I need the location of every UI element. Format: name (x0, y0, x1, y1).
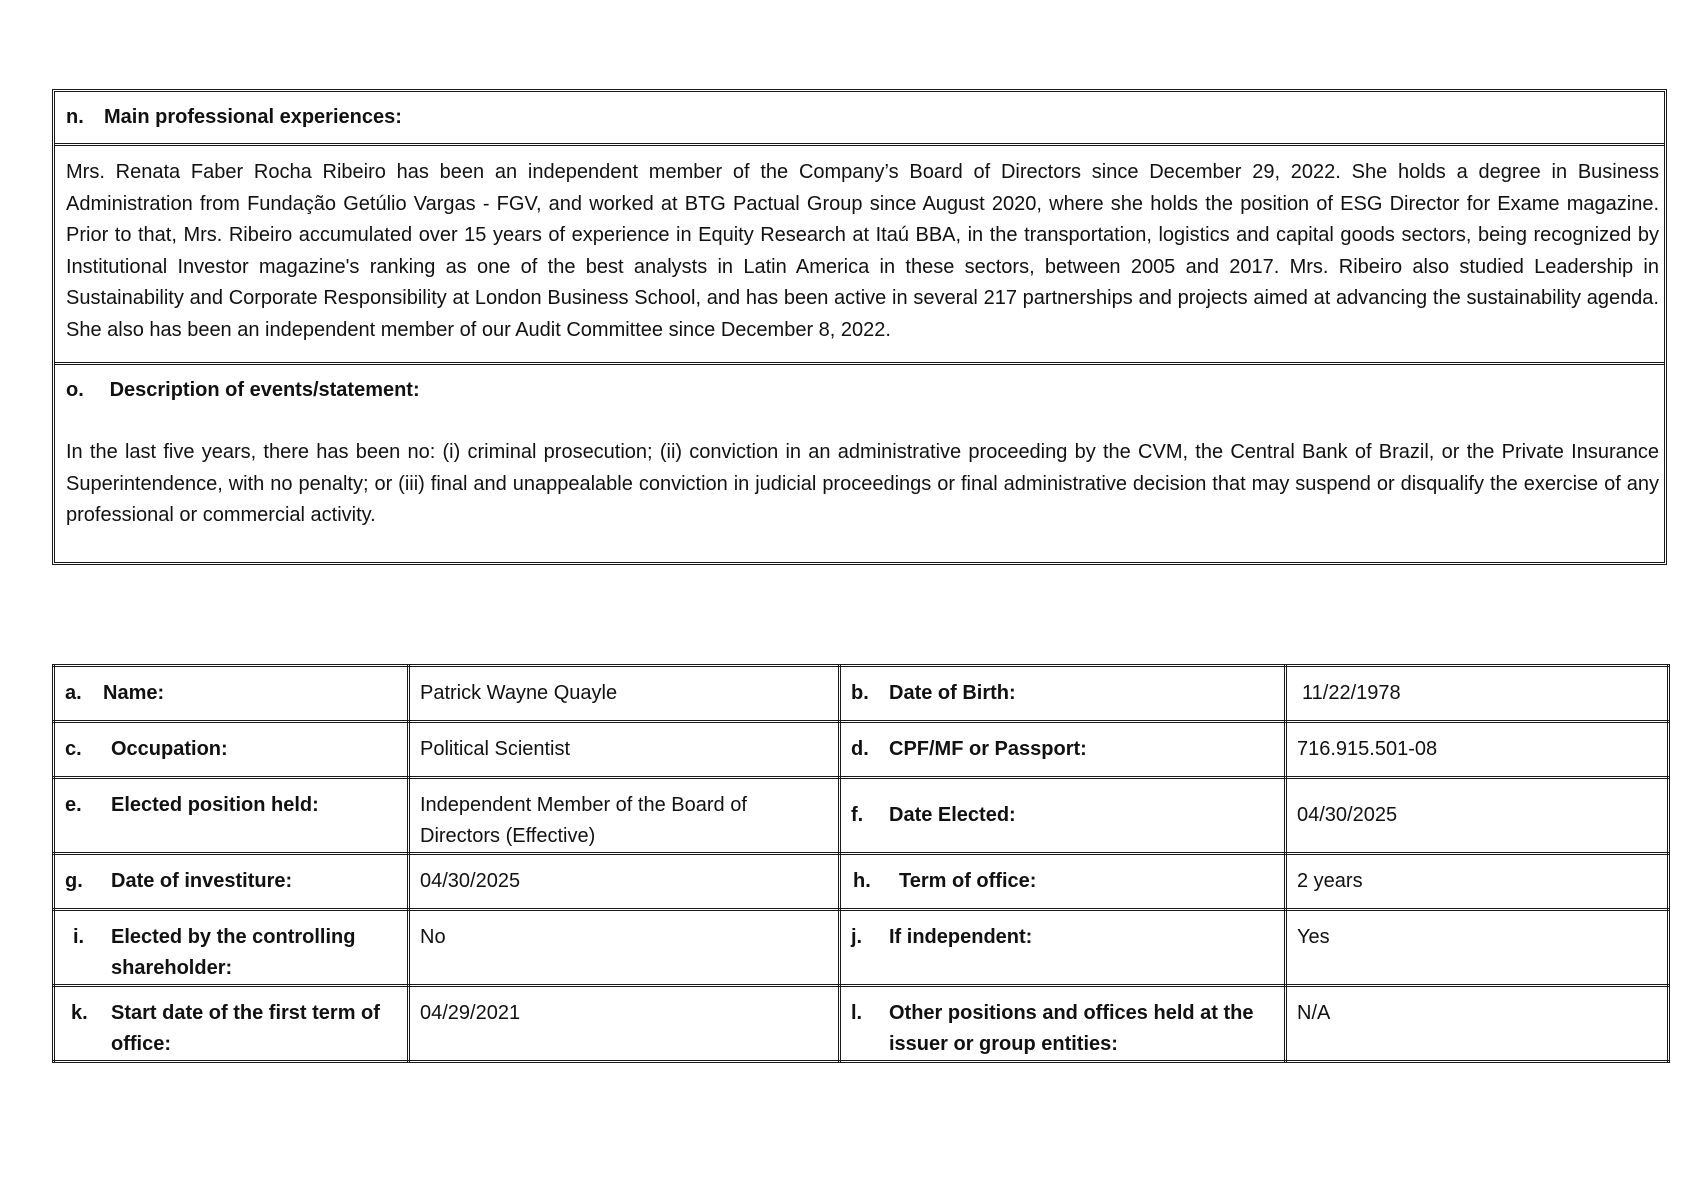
independent-label: If independent: (889, 926, 1033, 948)
row-letter: i. (73, 926, 85, 948)
section-o-label: Description of events/statement: (109, 379, 420, 401)
section-o-header (66, 379, 1659, 411)
row-letter: g. (65, 870, 83, 892)
first-term-label-cell (54, 986, 409, 1062)
row-letter: e. (65, 794, 82, 816)
table-row (54, 910, 1669, 986)
name-label: Name: (103, 682, 165, 704)
table-row (54, 722, 1669, 778)
other-positions-label-cell (840, 986, 1286, 1062)
dob-label-cell (840, 666, 1286, 722)
row-letter: j. (851, 926, 863, 948)
controlling-value: No (409, 910, 840, 986)
section-o (55, 365, 1664, 562)
date-elected-label-cell (840, 778, 1286, 854)
events-statement-text: In the last five years, there has been no: (i) criminal prosecution; (ii) conviction in an administrative proceeding by the CVM, the Central Bank of Brazil, or the Private Insurance Superintendence, with no penalty; or (iii) final and unappealable conviction in judicial proceedings or final administrative decision that may suspend or disqualify the exercise of any professional or commercial activity. (66, 441, 1659, 526)
independent-value: Yes (1286, 910, 1669, 986)
investiture-value: 04/30/2025 (409, 854, 840, 910)
position-value: Independent Member of the Board of Directors (Effective) (409, 778, 840, 854)
row-letter: h. (853, 870, 871, 892)
row-letter: d. (851, 738, 869, 760)
section-n-body (55, 146, 1664, 365)
professional-experience-text: Mrs. Renata Faber Rocha Ribeiro has been an independent member of the Company’s Board of Directors since December 29, 2022. She holds a degree in Business Administration from Fundação Getúlio Vargas - FGV, and worked at BTG Pactual Group since August 2020, where she holds the position of ESG Director for Exame magazine. Prior to that, Mrs. Ribeiro accumulated over 15 years of experience in Equity Research at Itaú BBA, in the transportation, logistics and capital goods sectors, being recognized by Institutional Investor magazine's ranking as one of the best analysts in Latin America in these sectors, between 2005 and 2017. Mrs. Ribeiro also studied Leadership in Sustainability and Corporate Responsibility at London Business School, and has been active in several 217 partnerships and projects aimed at advancing the sustainability agenda. She also has been an independent member of our Audit Committee since December 8, 2022. (66, 161, 1659, 341)
term-label-cell (840, 854, 1286, 910)
section-o-letter: o. (66, 379, 84, 401)
name-label-cell (54, 666, 409, 722)
position-label: Elected position held: (111, 794, 319, 816)
dob-label: Date of Birth: (889, 682, 1016, 704)
other-positions-value: N/A (1286, 986, 1669, 1062)
controlling-label: Elected by the controlling shareholder: (111, 926, 356, 979)
date-elected-value: 04/30/2025 (1286, 778, 1669, 854)
row-letter: k. (71, 1002, 88, 1024)
row-letter: a. (65, 682, 82, 704)
table-row (54, 986, 1669, 1062)
date-elected-label: Date Elected: (889, 804, 1016, 826)
independent-label-cell (840, 910, 1286, 986)
investiture-label-cell (54, 854, 409, 910)
other-positions-label: Other positions and offices held at the issuer or group entities: (889, 1002, 1254, 1055)
table-row (54, 666, 1669, 722)
occupation-value: Political Scientist (409, 722, 840, 778)
first-term-value: 04/29/2021 (409, 986, 840, 1062)
section-n-header (55, 92, 1664, 146)
occupation-label: Occupation: (111, 738, 228, 760)
position-label-cell (54, 778, 409, 854)
investiture-label: Date of investiture: (111, 870, 293, 892)
table-row (54, 778, 1669, 854)
row-letter: c. (65, 738, 82, 760)
row-letter: l. (851, 1002, 863, 1024)
director-details-box (52, 89, 1667, 565)
row-letter: f. (851, 804, 864, 826)
term-label: Term of office: (899, 870, 1037, 892)
section-n-letter: n. (66, 106, 84, 128)
table-row (54, 854, 1669, 910)
row-letter: b. (851, 682, 869, 704)
dob-value: 11/22/1978 (1286, 666, 1669, 722)
name-value: Patrick Wayne Quayle (409, 666, 840, 722)
term-value: 2 years (1286, 854, 1669, 910)
first-term-label: Start date of the first term of office: (111, 1002, 380, 1055)
cpf-value: 716.915.501-08 (1286, 722, 1669, 778)
cpf-label: CPF/MF or Passport: (889, 738, 1087, 760)
occupation-label-cell (54, 722, 409, 778)
director-profile-table (52, 664, 1670, 1063)
controlling-label-cell (54, 910, 409, 986)
section-n-label: Main professional experiences: (104, 106, 402, 128)
cpf-label-cell (840, 722, 1286, 778)
